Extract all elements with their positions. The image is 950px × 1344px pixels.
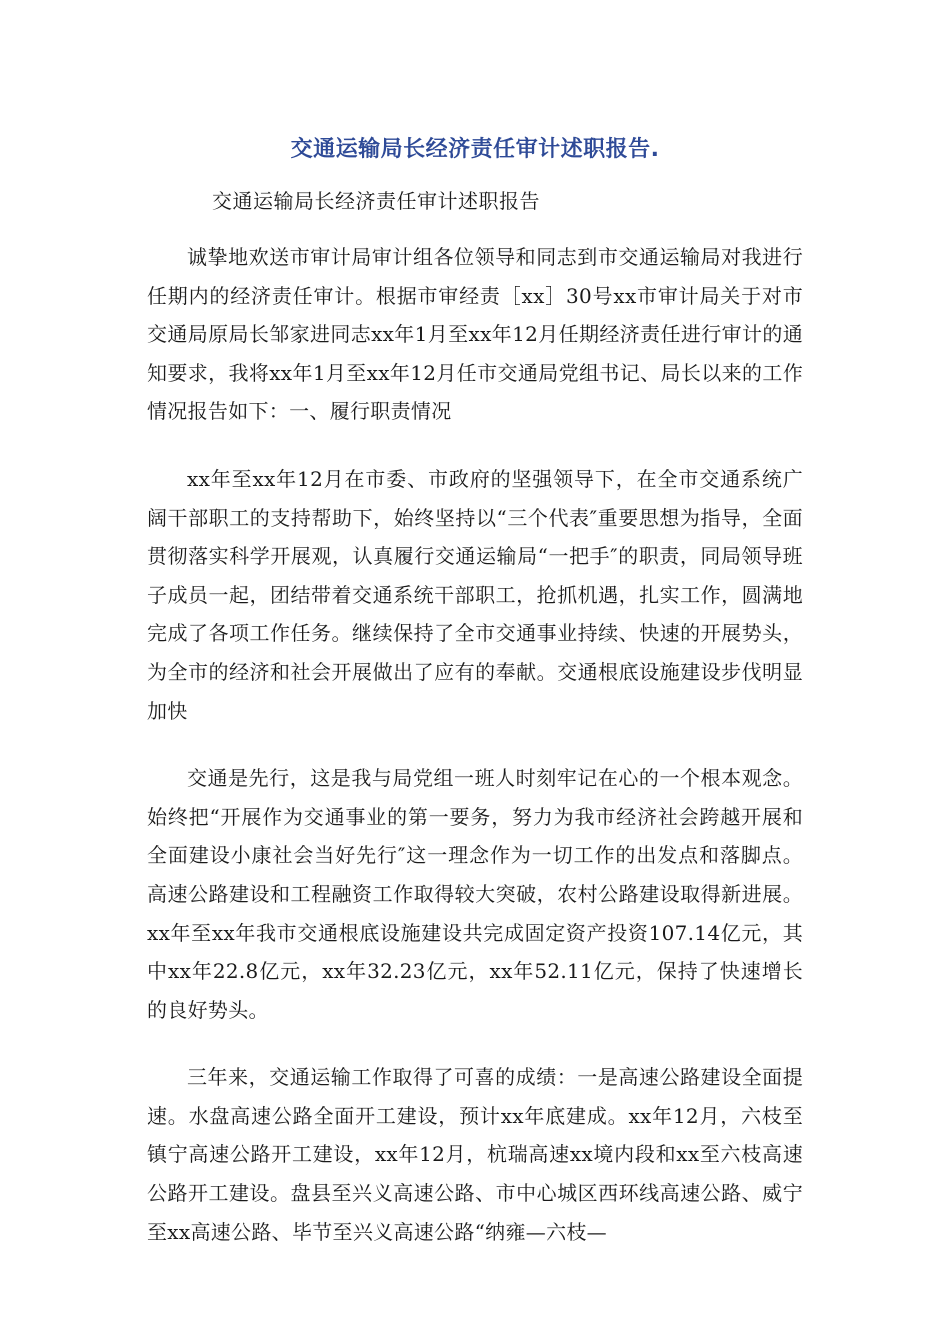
body-paragraph: 交通是先行，这是我与局党组一班人时刻牢记在心的一个根本观念。始终把“开展作为交通事业的第一要务，努力为我市经济社会跨越开展和全面建设小康社会当好先行″这一理念作为一切工作的出发点和落脚点。高速公路建设和工程融资工作取得较大突破，农村公路建设取得新进展。xx年至xx年我市交通根底设施建设共完成固定资产投资107.14亿元，其中xx年22.8亿元，xx年32.23亿元，xx年52.11亿元，保持了快速增长的良好势头。	[147, 766, 803, 1022]
body-paragraph: 诚挚地欢送市审计局审计组各位领导和同志到市交通运输局对我进行任期内的经济责任审计。根据市审经责［xx］30号xx市审计局关于对市交通局原局长邹家进同志xx年1月至xx年12月任期经济责任进行审计的通知要求，我将xx年1月至xx年12月任市交通局党组书记、局长以来的工作情况报告如下：一、履行职责情况	[147, 245, 803, 424]
document-title: 交通运输局长经济责任审计述职报告.	[290, 137, 660, 162]
document-subtitle: 交通运输局长经济责任审计述职报告	[212, 189, 540, 213]
body-paragraph: 三年来，交通运输工作取得了可喜的成绩：一是高速公路建设全面提速。水盘高速公路全面开工建设，预计xx年底建成。xx年12月，六枝至镇宁高速公路开工建设，xx年12月，杭瑞高速xx境内段和xx至六枝高速公路开工建设。盘县至兴义高速公路、市中心城区西环线高速公路、威宁至xx高速公路、毕节至兴义高速公路“纳雍—六枝—	[147, 1065, 803, 1244]
body-paragraph: xx年至xx年12月在市委、市政府的坚强领导下，在全市交通系统广阔干部职工的支持帮助下，始终坚持以“三个代表″重要思想为指导，全面贯彻落实科学开展观，认真履行交通运输局“一把手″的职责，同局领导班子成员一起，团结带着交通系统干部职工，抢抓机遇，扎实工作，圆满地完成了各项工作任务。继续保持了全市交通事业持续、快速的开展势头，为全市的经济和社会开展做出了应有的奉献。交通根底设施建设步伐明显加快	[147, 466, 803, 723]
document-body	[147, 238, 803, 1280]
